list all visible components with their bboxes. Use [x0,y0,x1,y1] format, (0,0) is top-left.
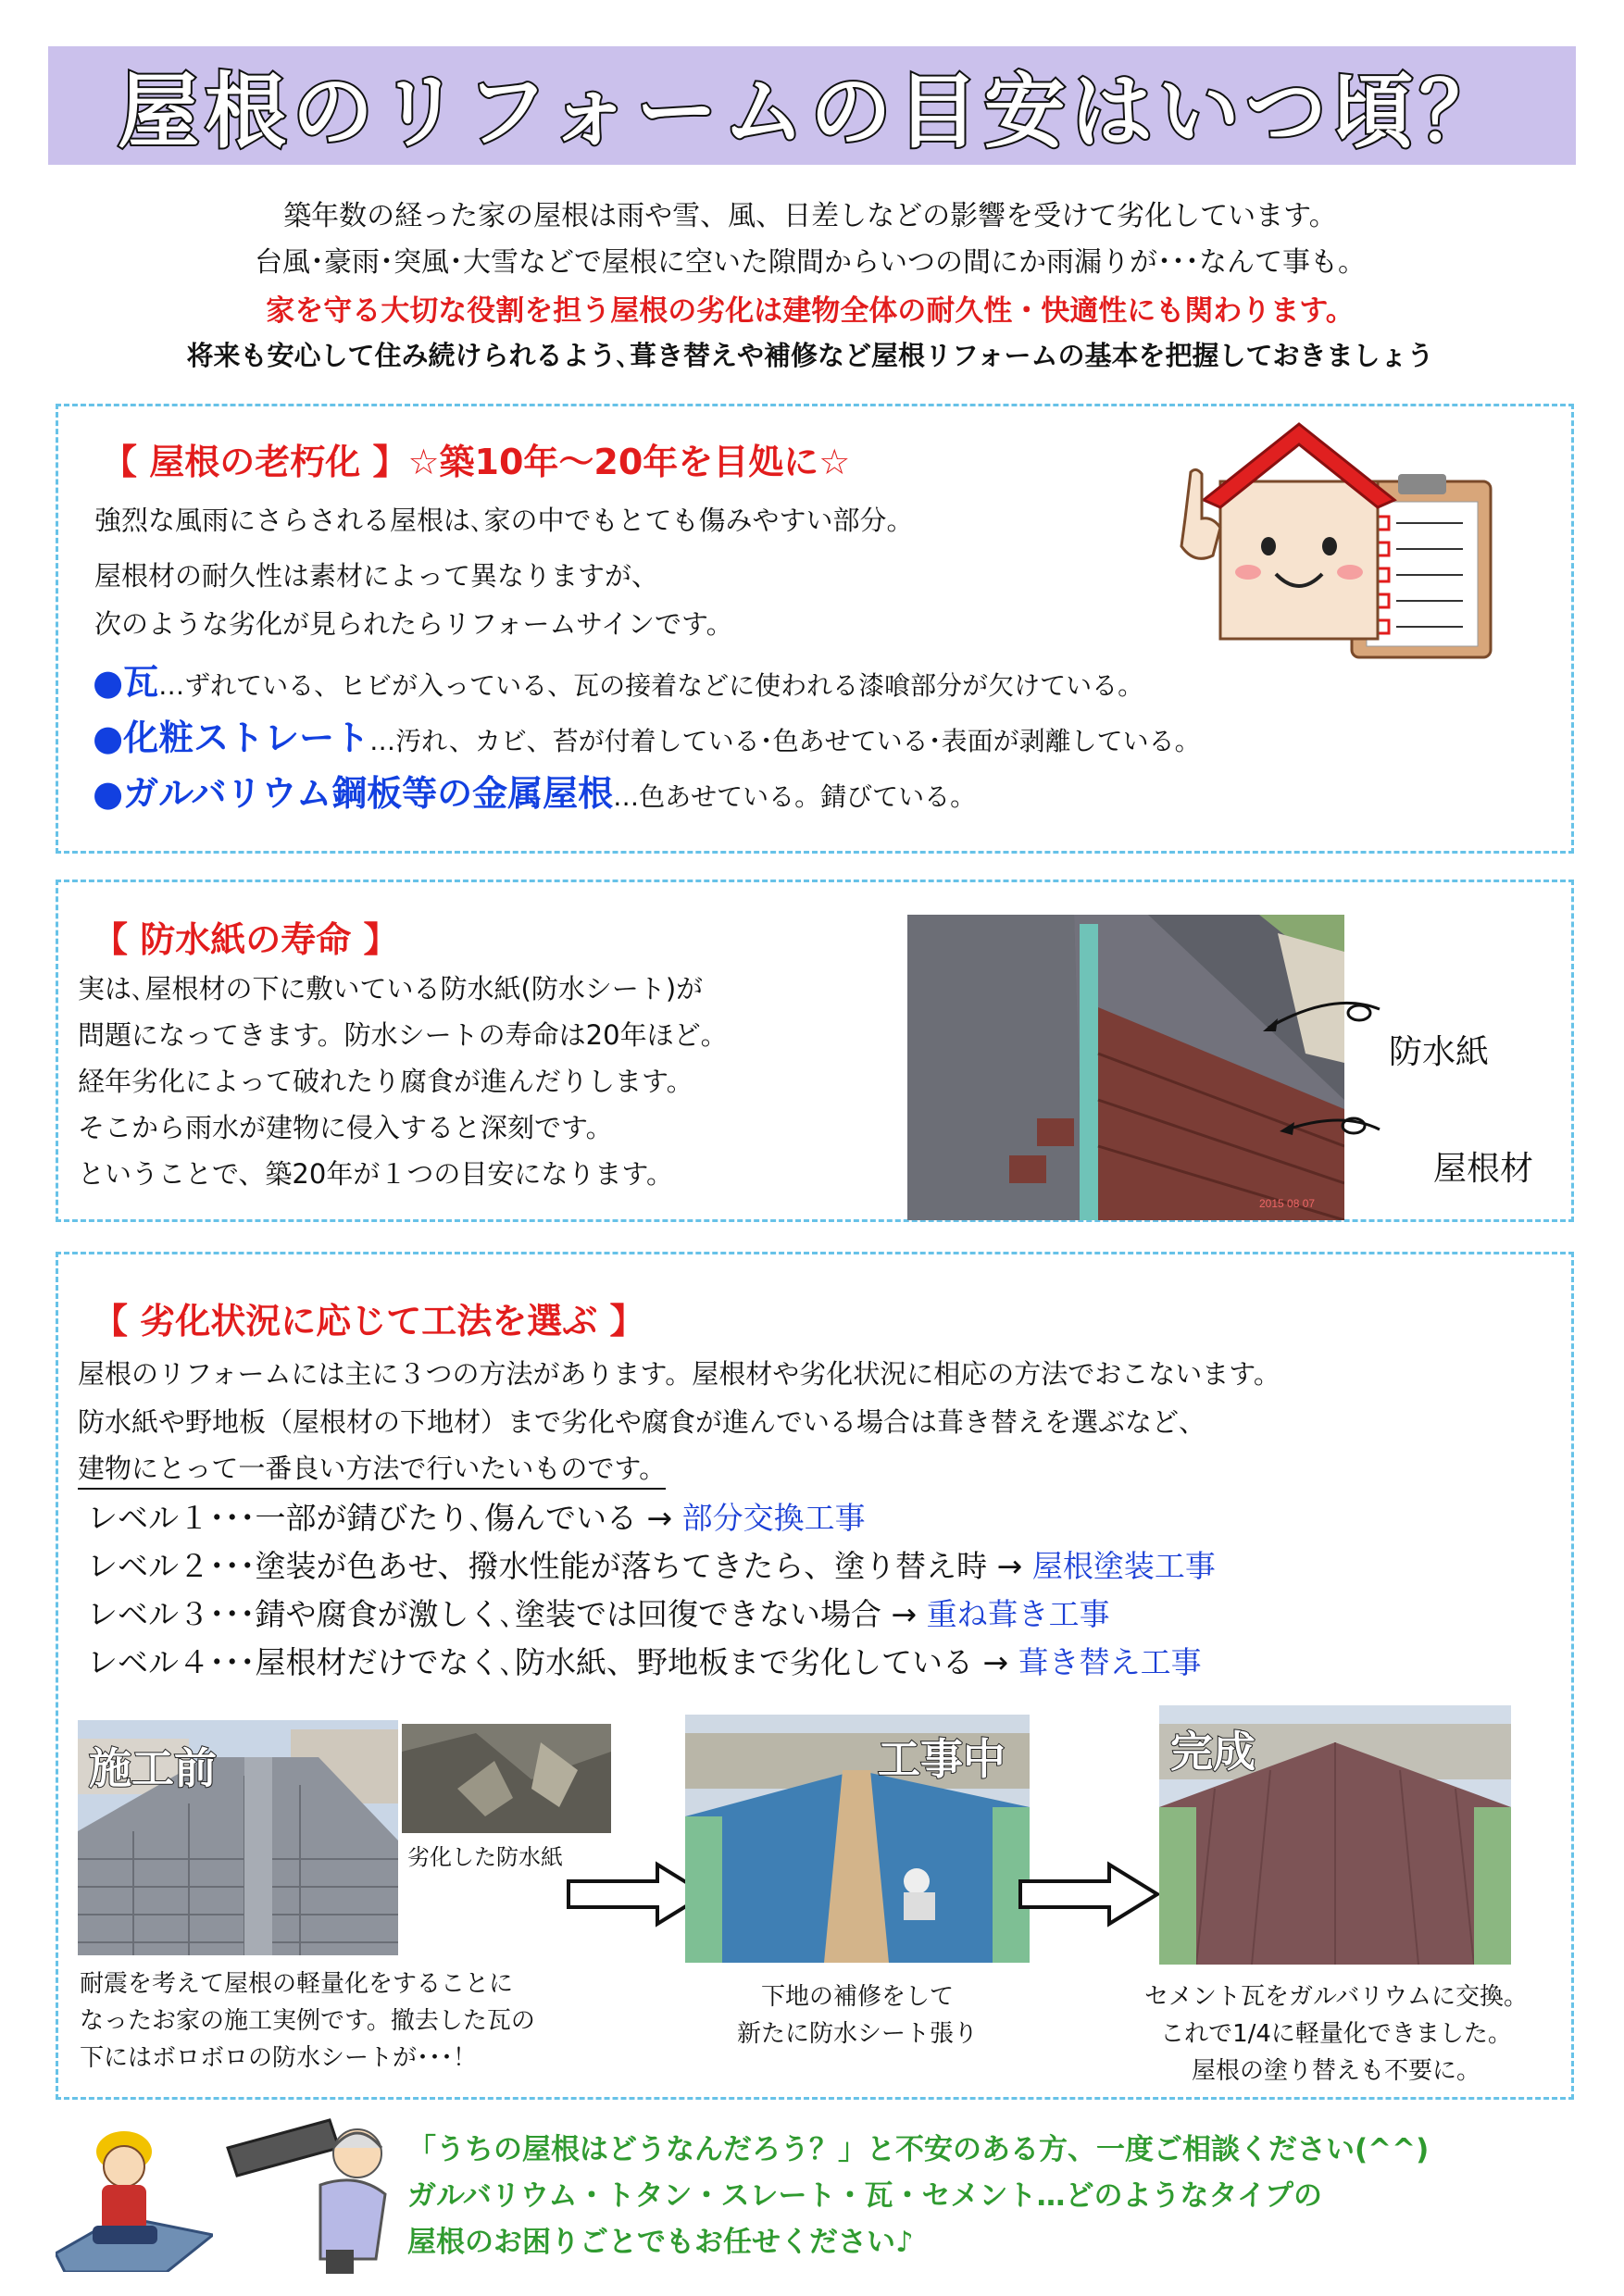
level-row [87,1542,1216,1586]
level-text: レベル１･･･一部が錆びたり､傷んでいる → [87,1500,682,1536]
section1-line1: 強烈な風雨にさらされる屋根は､家の中でもとても傷みやすい部分。 [94,505,914,536]
level-row [87,1494,866,1538]
section1-line2: 屋根材の耐久性は素材によって異なりますが、 [94,560,659,592]
list-item [93,765,976,816]
footer-line-2: ガルバリウム・トタン・スレート・瓦・セメント…どのようなタイプの [407,2179,1322,2213]
section3-line2: 防水紙や野地板（屋根材の下地材）まで劣化や腐食が進んでいる場合は葺き替えを選ぶなど、 [78,1406,1206,1438]
list-item [93,709,1201,760]
before-caption-1: 耐震を考えて屋根の軽量化をすることに [80,1970,514,1998]
level-row [87,1591,1110,1634]
degraded-paper-caption: 劣化した防水紙 [407,1844,563,1870]
list-item [93,654,1143,705]
item-text: …汚れ、カビ、苔が付着している･色あせている･表面が剥離している。 [369,726,1201,756]
footer-line-3: 屋根のお困りごとでもお任せください♪ [407,2226,914,2259]
intro-line-1: 築年数の経った家の屋根は雨や雪、風、日差しなどの影響を受けて劣化しています。 [283,200,1337,232]
section2-line2: 問題になってきます。防水シートの寿命は20年ほど。 [78,1019,728,1051]
after-label: 完成 [1170,1727,1255,1777]
before-label: 施工前 [89,1743,217,1793]
label-roofing-material: 屋根材 [1433,1150,1534,1188]
item-text: …ずれている、ヒビが入っている、瓦の接着などに使われる漆喰部分が欠けている。 [158,670,1144,701]
footer-line-1: 「うちの屋根はどうなんだろう？」と不安のある方、一度ご相談ください(^^) [407,2133,1430,2166]
section2-line5: ということで、築20年が１つの目安になります。 [78,1158,674,1190]
intro-line-4: 将来も安心して住み続けられるよう､葺き替えや補修など屋根リフォームの基本を把握しておきましょう [186,340,1434,371]
section2-line3: 経年劣化によって破れたり腐食が進んだりします。 [78,1066,693,1097]
arrow-right-icon [1017,1861,1161,1928]
level-method: 屋根塗装工事 [1031,1548,1216,1584]
section2-title: 【 防水紙の寿命 】 [93,919,399,960]
before-caption-2: なったお家の施工実例です。撤去した瓦の [80,2007,535,2035]
intro-line-2: 台風･豪雨･突風･大雪などで屋根に空いた隙間からいつの間にか雨漏りが･･･なんて事も。 [255,246,1366,279]
during-label: 工事中 [878,1734,1006,1784]
level-text: レベル４･･･屋根材だけでなく､防水紙、野地板まで劣化している → [87,1644,1018,1680]
level-text: レベル２･･･塗装が色あせ、撥水性能が落ちてきたら、塗り替え時 → [87,1548,1032,1584]
worker-illustration [219,2102,404,2277]
photo-pointer-arrows [1250,972,1389,1139]
photo-date: 2015 08 07 [1259,1197,1316,1210]
section2-line4: そこから雨水が建物に侵入すると深刻です。 [78,1112,613,1143]
section2-line1: 実は､屋根材の下に敷いている防水紙(防水シート)が [78,973,704,1004]
item-label: ●化粧ストレート [93,718,370,758]
before-caption-3: 下にはボロボロの防水シートが･･･！ [80,2044,478,2072]
page-title: 屋根のリフォームの目安はいつ頃？ [118,64,1506,159]
section1-title: 【 屋根の老朽化 】☆築10年～20年を目処に☆ [102,442,851,482]
item-label: ●ガルバリウム鋼板等の金属屋根 [93,773,614,814]
section3-line3: 建物にとって一番良い方法で行いたいものです。 [78,1448,666,1490]
level-method: 部分交換工事 [681,1500,866,1536]
after-caption-1: セメント瓦をガルバリウムに交換。 [1144,1983,1528,2011]
roofer-illustration [56,2115,213,2272]
level-method: 葺き替え工事 [1018,1644,1202,1680]
section1-line3: 次のような劣化が見られたらリフォームサインです。 [94,608,733,640]
item-label: ●瓦 [93,662,159,703]
level-method: 重ね葺き工事 [926,1596,1110,1632]
label-waterproof-paper: 防水紙 [1389,1033,1490,1071]
during-caption-2: 新たに防水シート張り [736,2020,978,2048]
level-text: レベル３･･･錆や腐食が激しく､塗装では回復できない場合 → [87,1596,927,1632]
item-text: …色あせている。錆びている。 [613,781,977,812]
after-caption-3: 屋根の塗り替えも不要に。 [1191,2057,1480,2085]
after-caption-2: これで1/4に軽量化できました。 [1160,2020,1512,2048]
level-row [87,1639,1202,1682]
section3-title: 【 劣化状況に応じて工法を選ぶ 】 [93,1301,645,1341]
during-caption-1: 下地の補修をして [760,1983,954,2011]
intro-line-3: 家を守る大切な役割を担う屋根の劣化は建物全体の耐久性・快適性にも関わります。 [266,294,1355,328]
section3-line1: 屋根のリフォームには主に３つの方法があります。屋根材や劣化状況に相応の方法でおこないます。 [78,1358,1280,1390]
degraded-paper-photo [402,1724,611,1833]
house-character-illustration [1148,417,1518,667]
